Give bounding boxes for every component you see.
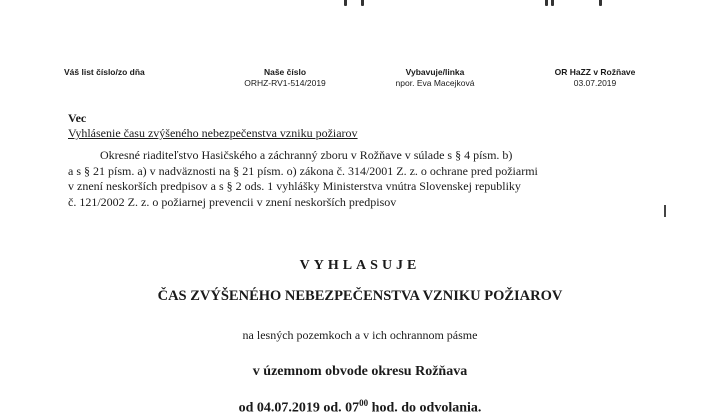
location-label: OR HaZZ v Rožňave bbox=[554, 67, 636, 77]
announce-heading: VYHLASUJE bbox=[299, 258, 421, 273]
cropped-letterhead-marks bbox=[0, 0, 720, 10]
margin-mark bbox=[664, 205, 666, 217]
scope-text: na lesných pozemkoch a v ich ochrannom pásme bbox=[242, 328, 478, 342]
subject-text: Vyhlásenie času zvýšeného nebezpečenstva vzniku požiarov bbox=[68, 126, 358, 140]
our-number-label: Naše číslo bbox=[263, 67, 307, 77]
our-number-column bbox=[210, 66, 360, 89]
location-date-column bbox=[510, 66, 680, 89]
handled-by-label: Vybavuje/linka bbox=[405, 67, 465, 77]
validity-suffix: hod. do odvolania. bbox=[368, 400, 482, 416]
validity-prefix: od 04.07.2019 od. 07 bbox=[238, 400, 360, 416]
subject-label: Vec bbox=[68, 111, 87, 125]
intro-line: č. 121/2002 Z. z. o požiarnej prevencii v znení neskorších predpisov bbox=[68, 194, 397, 209]
intro-line: Okresné riaditeľstvo Hasičského a záchranný zboru v Rožňave v súlade s § 4 písm. b) bbox=[100, 148, 513, 162]
our-number-value: ORHZ-RV1-514/2019 bbox=[244, 78, 326, 88]
your-letter-column bbox=[60, 66, 210, 89]
date-value: 03.07.2019 bbox=[573, 78, 617, 88]
validity-superscript: 00 bbox=[359, 398, 369, 408]
district-text: v územnom obvode okresu Rožňava bbox=[252, 364, 468, 379]
intro-paragraph bbox=[68, 148, 668, 210]
your-letter-label: Váš list číslo/zo dňa bbox=[64, 67, 145, 77]
subject-block bbox=[68, 111, 358, 141]
reference-table bbox=[60, 66, 680, 89]
handled-by-value: npor. Eva Macejková bbox=[395, 78, 475, 88]
handled-by-column bbox=[360, 66, 510, 89]
validity-line bbox=[0, 398, 720, 417]
intro-line: v znení neskorších predpisov a s § 2 ods. 1 vyhlášky Ministerstva vnútra Slovenskej republiky bbox=[68, 179, 521, 193]
main-heading: ČAS ZVÝŠENÉHO NEBEZPEČENSTVA VZNIKU POŽIAROV bbox=[157, 288, 563, 304]
intro-line: a s § 21 písm. a) v nadväznosti na § 21 písm. o) zákona č. 314/2001 Z. z. o ochrane pred požiarmi bbox=[68, 163, 538, 178]
